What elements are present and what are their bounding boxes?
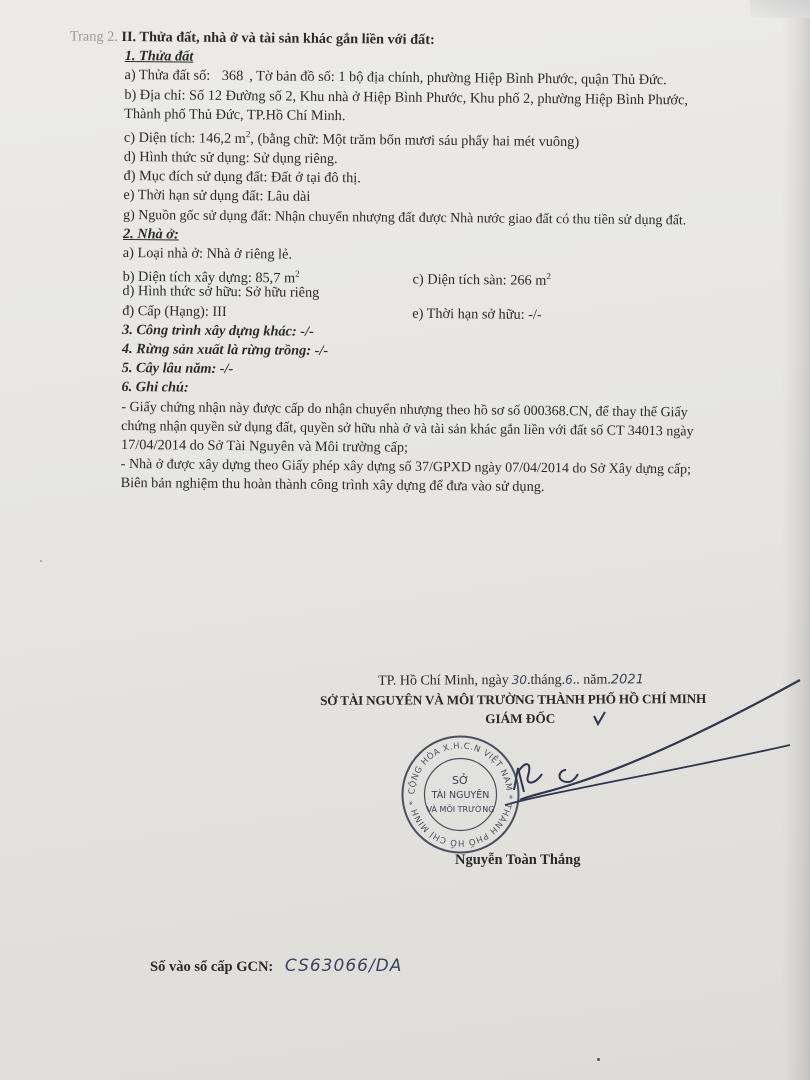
- signer-title: GIÁM ĐỐC: [485, 710, 556, 727]
- section-heading: II. Thửa đất, nhà ở và tài sản khác gắn liền với đất:: [121, 28, 435, 48]
- signature-block: [320, 670, 750, 727]
- issue-month: 6: [565, 672, 573, 687]
- page-edge-shadow: [782, 0, 810, 1080]
- seal-line-3: VÀ MÔI TRƯỜNG: [426, 805, 495, 814]
- house-grade: đ) Cấp (Hạng): III: [122, 302, 227, 320]
- land-address-line-1: b) Địa chỉ: Số 12 Đường số 2, Khu nhà ở Hiệp Bình Phước, Khu phố 2, phường Hiệp Bình Phước,: [124, 86, 689, 109]
- perennial-trees: 5. Cây lâu năm: -/-: [121, 360, 234, 378]
- seal-ring-text: CỘNG HÒA X.H.C.N VIỆT NAM * THÀNH PHỐ HỒ CHÍ MINH *: [407, 741, 514, 848]
- land-usage-purpose: đ) Mục đích sử dụng đất: Đất ở tại đô thị.: [123, 168, 361, 187]
- house-build-area: b) Diện tích xây dựng: 85,7 $m^2$: [122, 268, 300, 287]
- note-1-line-3: 17/04/2014 do Sở Tài Nguyên và Môi trường cấp;: [120, 436, 409, 456]
- issue-day: 30: [511, 672, 528, 687]
- land-area-unit-sup: 2: [245, 129, 251, 140]
- parcel-label: a) Thửa đất số:: [124, 67, 211, 85]
- house-heading: 2. Nhà ở:: [122, 225, 179, 243]
- registry-label: Số vào sổ cấp GCN:: [150, 959, 274, 975]
- note-1-line-2: chứng nhận quyền sử dụng đất, quyền sở hữu nhà ở và tài sản khác gắn liền với đất số CT 34013 ngày: [121, 418, 694, 440]
- issue-date-line: [378, 670, 644, 690]
- note-2-line-1: - Nhà ở được xây dựng theo Giấy phép xây dựng số 37/GPXD ngày 07/04/2014 do Sở Xây dựng cấp;: [120, 457, 691, 478]
- dots: ..: [572, 672, 584, 688]
- land-heading: 1. Thửa đất: [124, 48, 194, 65]
- dots: .: [526, 672, 531, 688]
- house-ownership-term: e) Thời hạn sở hữu: -/-: [412, 305, 542, 323]
- month-label: tháng: [530, 672, 562, 688]
- parcel-number: 368: [221, 68, 244, 85]
- seal-line-2: TÀI NGUYÊN: [431, 790, 490, 801]
- parcel-rest: , Tờ bản đồ số: 1 bộ địa chính, phường Hiệp Bình Phước, quận Thủ Đức.: [249, 68, 667, 89]
- ink-speck: [597, 1058, 600, 1061]
- house-ownership-form: d) Hình thức sở hữu: Sở hữu riêng: [122, 283, 320, 302]
- land-origin: g) Nguồn gốc sử dụng đất: Nhận chuyển nhượng đất được Nhà nước giao đất có thu tiền sử dụng đất.: [123, 207, 687, 228]
- land-usage-term: e) Thời hạn sử dụng đất: Lâu dài: [123, 187, 311, 206]
- production-forest: 4. Rừng sản xuất là rừng trồng: -/-: [121, 340, 329, 359]
- ink-speck: [40, 560, 42, 562]
- other-constructions: 3. Công trình xây dựng khác: -/-: [122, 321, 314, 340]
- official-seal-icon: [398, 732, 523, 857]
- signer-name: Nguyễn Toàn Thắng: [455, 852, 581, 868]
- land-area-words: , (bằng chữ: Một trăm bốn mươi sáu phẩy hai mét vuông): [250, 130, 580, 151]
- seal-line-1: SỞ: [451, 774, 470, 787]
- issue-place: TP. Hồ Chí Minh, ngày: [378, 673, 509, 689]
- note-1-line-1: - Giấy chứng nhận này được cấp do nhận chuyển nhượng theo hồ sơ số 000368.CN, để thay thế Giấy: [121, 399, 688, 421]
- page-corner: [750, 0, 810, 18]
- dots: .: [561, 672, 566, 688]
- registry-number-line: [150, 956, 402, 976]
- dots: .: [607, 672, 611, 688]
- issuing-organization: SỞ TÀI NGUYÊN VÀ MÔI TRƯỜNG THÀNH PHỐ HỒ CHÍ MINH: [320, 690, 707, 708]
- certificate-body: [69, 28, 785, 500]
- year-label: năm: [583, 672, 608, 688]
- house-floor-area: c) Diện tích sàn: 266 $m^2$: [412, 271, 551, 290]
- land-address-line-2: Thành phố Thủ Đức, TP.Hồ Chí Minh.: [124, 105, 346, 124]
- faint-prefix: Trang 2.: [69, 28, 118, 45]
- land-usage-form: d) Hình thức sử dụng: Sử dụng riêng.: [123, 148, 338, 168]
- registry-value: CS63066/DA: [284, 956, 403, 976]
- issue-year: 2021: [610, 672, 645, 688]
- note-2-line-2: Biên bản nghiệm thu hoàn thành công trình xây dựng để đưa vào sử dụng.: [120, 475, 545, 496]
- notes-heading: 6. Ghi chú:: [121, 379, 189, 397]
- house-type: a) Loại nhà ở: Nhà ở riêng lẻ.: [122, 244, 293, 263]
- land-area: c) Diện tích: 146,2 m: [123, 129, 246, 147]
